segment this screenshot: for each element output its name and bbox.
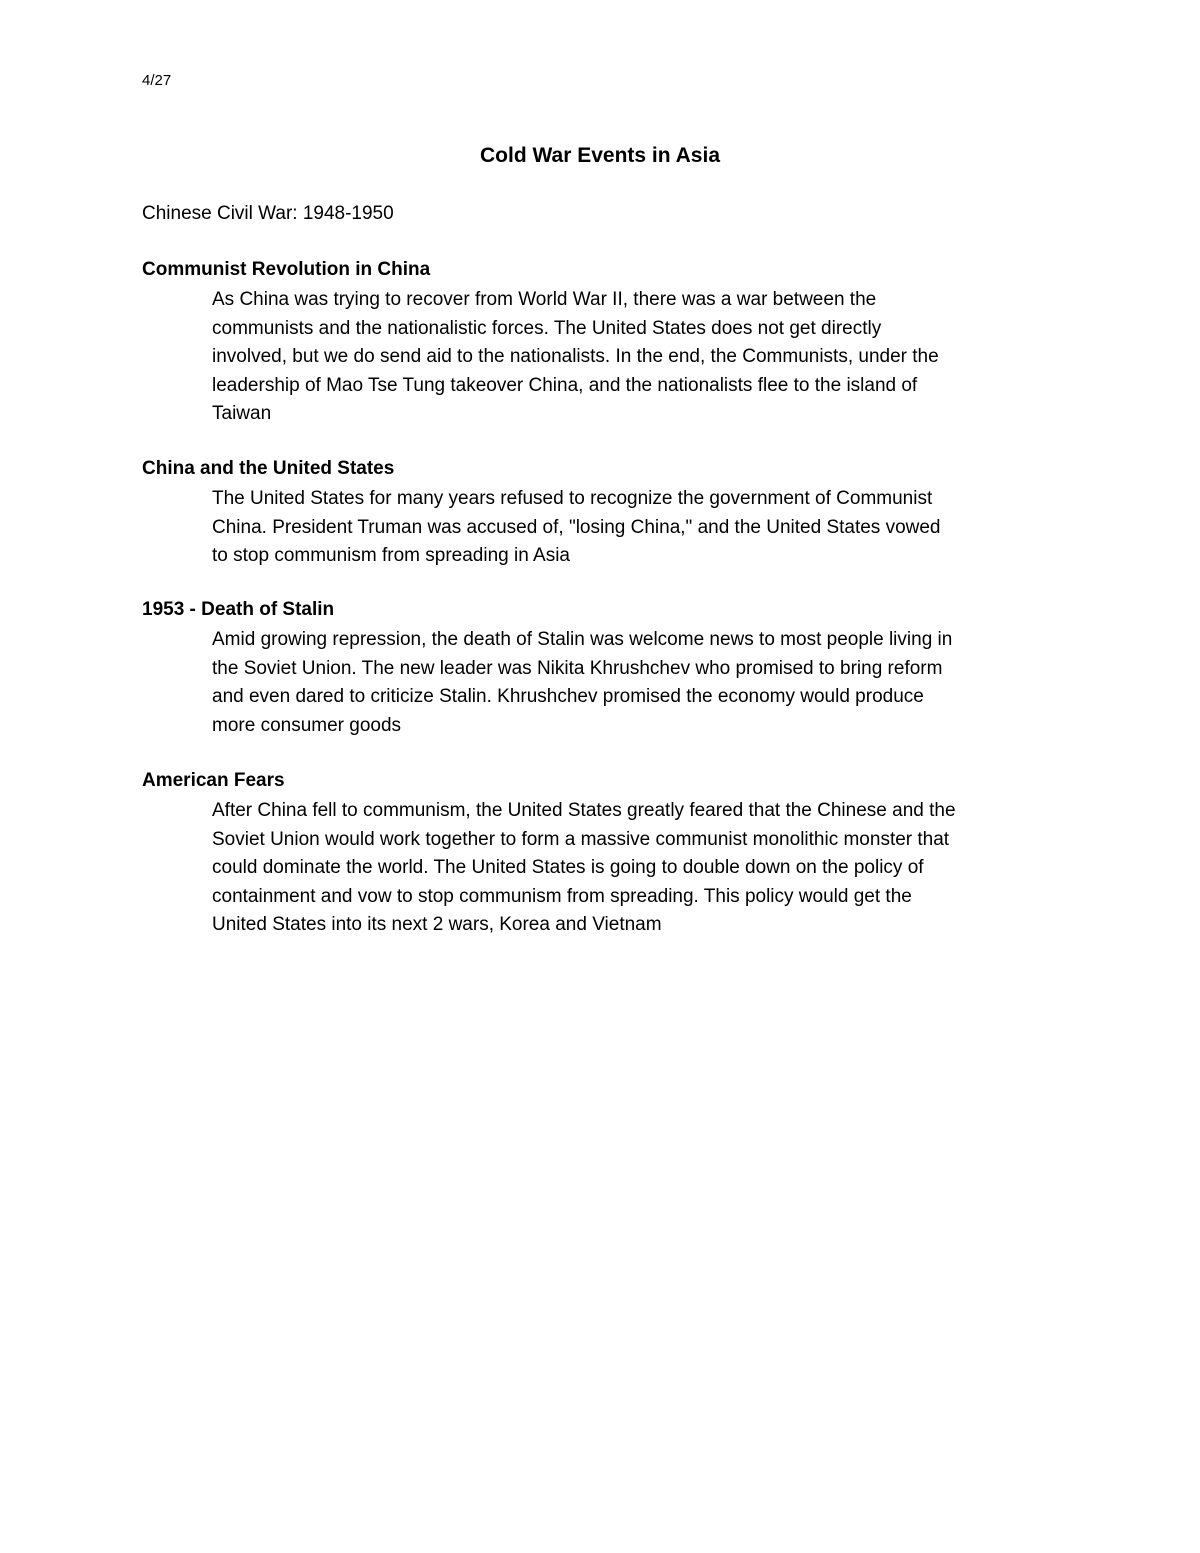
body-line: United States into its next 2 wars, Korea and Vietnam [212, 914, 662, 935]
section-heading: China and the United States [142, 458, 395, 479]
section-body [212, 286, 1082, 429]
body-line: involved, but we do send aid to the nationalists. In the end, the Communists, under the [212, 346, 939, 367]
section-body [212, 626, 1082, 740]
body-line: After China fell to communism, the United States greatly feared that the Chinese and the [212, 800, 956, 821]
body-line: communists and the nationalistic forces. The United States does not get directly [212, 317, 882, 339]
body-line: Taiwan [212, 403, 272, 424]
body-line: leadership of Mao Tse Tung takeover China, and the nationalists flee to the island of [212, 374, 918, 396]
body-line: containment and vow to stop communism from spreading. This policy would get the [212, 885, 912, 907]
section-american-fears [142, 769, 1082, 940]
body-line: and even dared to criticize Stalin. Khrushchev promised the economy would produce [212, 686, 924, 707]
body-line: China. President Truman was accused of, "losing China," and the United States vowed [212, 516, 941, 538]
section-body [212, 797, 1082, 940]
body-line: Soviet Union would work together to form a massive communist monolithic monster that [212, 828, 950, 850]
body-line: As China was trying to recover from World War II, there was a war between the [212, 289, 877, 310]
body-line: more consumer goods [212, 714, 402, 736]
body-line: could dominate the world. The United States is going to double down on the policy of [212, 857, 924, 878]
document-title: Cold War Events in Asia [480, 144, 720, 167]
body-line: The United States for many years refused to recognize the government of Communist [212, 488, 933, 509]
section-heading: American Fears [142, 770, 285, 791]
section-heading: Communist Revolution in China [142, 259, 431, 280]
section-china-and-us [142, 457, 1082, 571]
section-death-of-stalin [142, 598, 1082, 740]
section-heading: 1953 - Death of Stalin [142, 599, 335, 620]
document-subtitle: Chinese Civil War: 1948-1950 [142, 203, 394, 224]
body-line: Amid growing repression, the death of Stalin was welcome news to most people living in [212, 629, 953, 650]
document-date: 4/27 [142, 72, 172, 89]
body-line: the Soviet Union. The new leader was Nikita Khrushchev who promised to bring reform [212, 657, 943, 679]
section-communist-revolution [142, 258, 1082, 429]
section-body [212, 485, 1082, 571]
body-line: to stop communism from spreading in Asia [212, 545, 570, 566]
